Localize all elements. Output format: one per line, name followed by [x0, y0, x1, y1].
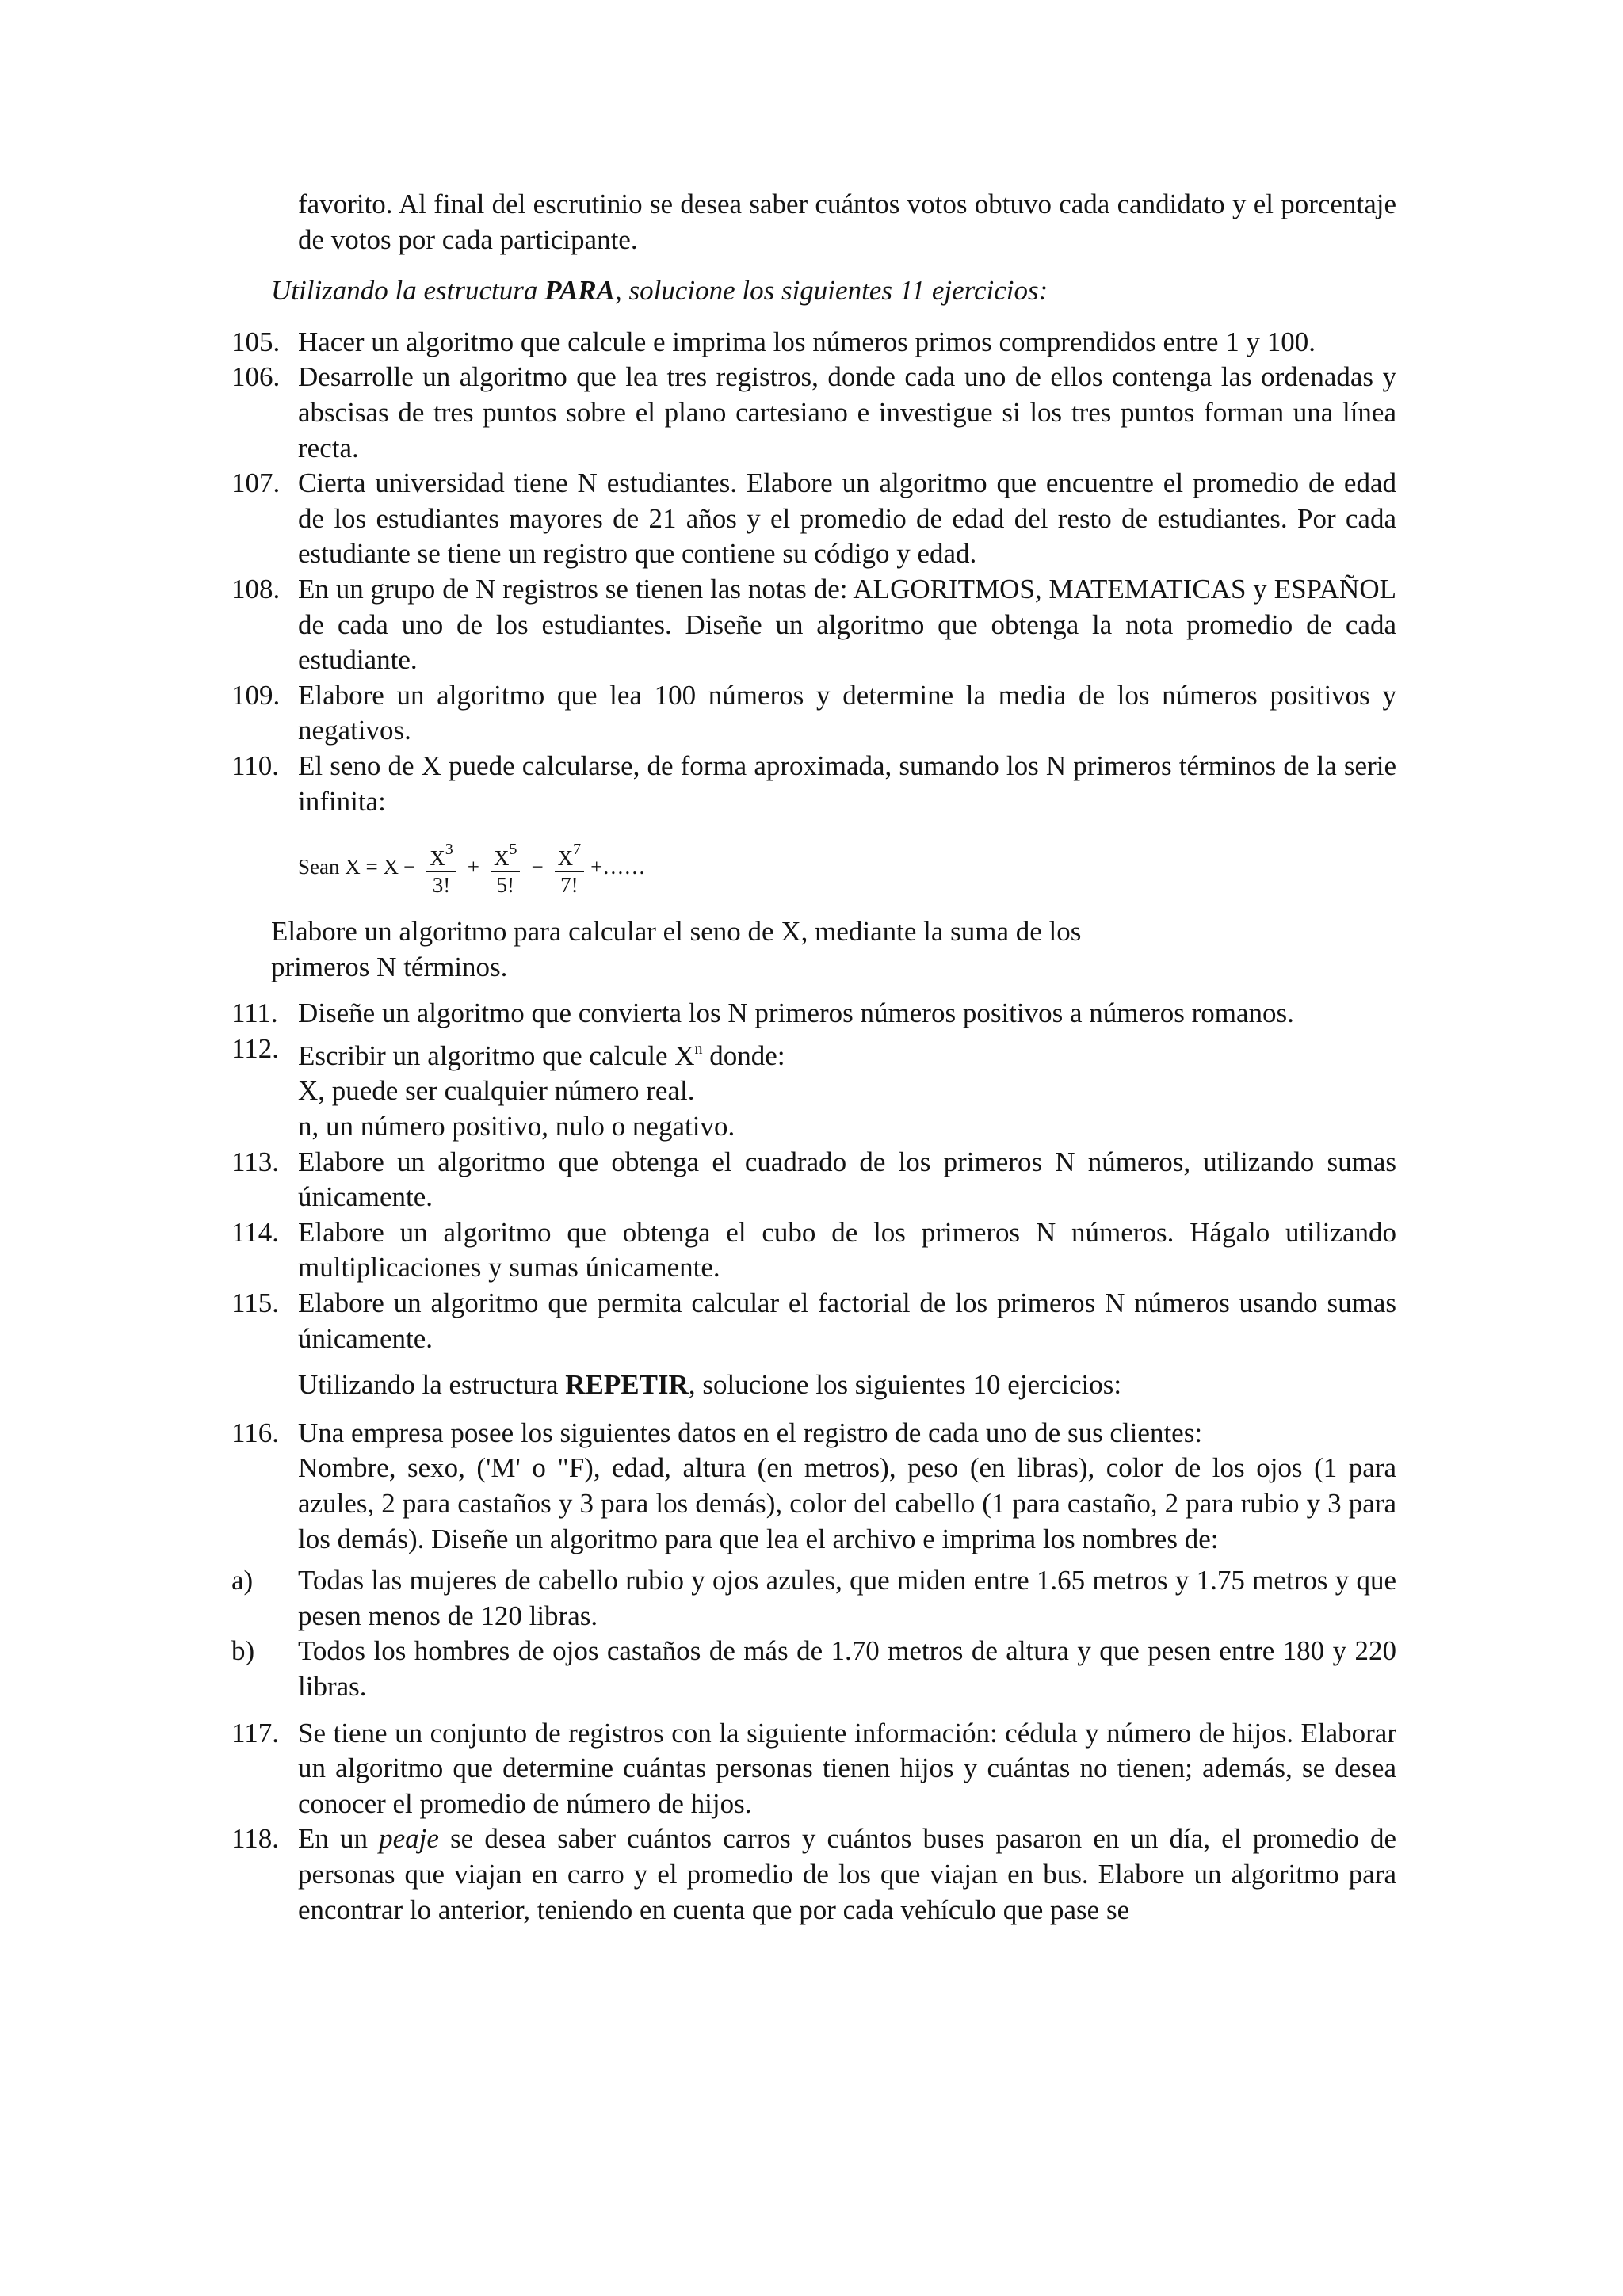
exercise-number: 108.	[231, 573, 281, 605]
exercise-112-line-2: X, puede ser cualquier número real.	[298, 1075, 695, 1107]
sine-series-formula	[231, 830, 1396, 903]
exercise-text: Elabore un algoritmo que lea 100 números y determine la media de los números positivos y negativos.	[298, 679, 1396, 746]
exercise-number: 112.	[231, 1032, 279, 1064]
formula-minus: −	[531, 854, 544, 879]
term-1-exponent: 3	[445, 840, 453, 858]
sine-instruction-line-1: Elabore un algoritmo para calcular el seno de X, mediante la suma de los	[271, 916, 1082, 948]
exercise-text: Cierta universidad tiene N estudiantes. Elabore un algoritmo que encuentre el promedio de edad de los estudiantes mayores de 21 años y el promedio de edad del resto de estudiantes. Por cada estudiante se tiene un registro que contiene su código y edad.	[298, 467, 1396, 570]
exercise-112-line-3: n, un número positivo, nulo o negativo.	[298, 1111, 735, 1142]
exercise-number: 110.	[231, 749, 279, 781]
fraction-term-2	[491, 837, 521, 898]
exponent-n: n	[694, 1039, 703, 1058]
exercise-116	[231, 1416, 1396, 1557]
exercise-108	[231, 572, 1396, 678]
term-2-denominator: 5!	[496, 872, 514, 897]
formula-tail: +……	[590, 854, 646, 879]
repetir-before: Utilizando la estructura	[298, 1369, 566, 1401]
exercise-text: Se tiene un conjunto de registros con la siguiente información: cédula y número de hijos. Elaborar un algoritmo que determine cuántas personas tienen hijos y cuántas no tienen; además, se desea conocer el promedio de número de hijos.	[298, 1717, 1396, 1819]
term-2-exponent: 5	[509, 840, 517, 858]
exercise-111	[231, 996, 1396, 1032]
page-content	[231, 187, 1396, 1928]
exercise-text: En un peaje se desea saber cuántos carros y cuántos buses pasaron en un día, el promedio de personas que viajan en carro y el promedio de los que viajan en bus. Elabore un algoritmo para encontrar lo anterior, teniendo en cuenta que por cada vehículo que pase se	[298, 1823, 1396, 1925]
exercise-117	[231, 1716, 1396, 1822]
exercise-112	[231, 1032, 1396, 1145]
intro-keyword: PARA	[544, 275, 615, 307]
exercise-number: 117.	[231, 1717, 279, 1749]
sub-item-text: Todas las mujeres de cabello rubio y ojos azules, que miden entre 1.65 metros y 1.75 metros y que pesen menos de 120 libras.	[298, 1565, 1396, 1631]
fraction-term-1	[426, 837, 456, 898]
term-2-base: X	[493, 845, 510, 870]
term-3-base: X	[557, 845, 574, 870]
exercise-number: 115.	[231, 1287, 279, 1319]
sub-item-label: a)	[231, 1565, 254, 1596]
italic-term: peaje	[379, 1823, 439, 1855]
exercise-text: En un grupo de N registros se tienen las notas de: ALGORITMOS, MATEMATICAS y ESPAÑOL de cada uno de los estudiantes. Diseñe un algoritmo que obtenga la nota promedio de cada estudiante.	[298, 573, 1396, 676]
sub-item-label: b)	[231, 1635, 255, 1667]
term-3-denominator: 7!	[560, 872, 579, 897]
exercise-116-body: Nombre, sexo, ('M' o "F), edad, altura (en metros), peso (en libras), color de los ojos (1 para azules, 2 para castaños y 3 para los demás), color del cabello (1 para castaño, 2 para rubio y 3 para los demás). Diseñe un algoritmo para que lea el archivo e imprima los nombres de:	[298, 1452, 1396, 1554]
exercise-text: Diseñe un algoritmo que convierta los N primeros números positivos a números romanos.	[298, 997, 1294, 1029]
sub-item-text: Todos los hombres de ojos castaños de más de 1.70 metros de altura y que pesen entre 180 y 220 libras.	[298, 1635, 1396, 1702]
repetir-section-intro	[231, 1367, 1396, 1403]
exercise-text: El seno de X puede calcularse, de forma aproximada, sumando los N primeros términos de la serie infinita:	[298, 749, 1396, 817]
intro-after: , solucione los siguientes 11 ejercicios:	[614, 275, 1048, 307]
sub-item-b	[231, 1634, 1396, 1704]
exercise-text: Desarrolle un algoritmo que lea tres registros, donde cada uno de ellos contenga las ordenadas y abscisas de tres puntos sobre el plano cartesiano e investigue si los tres puntos forman una línea recta.	[298, 361, 1396, 463]
exercise-number: 106.	[231, 361, 281, 393]
exercise-113	[231, 1145, 1396, 1215]
exercise-118	[231, 1821, 1396, 1928]
exercise-109	[231, 678, 1396, 749]
sine-instruction-line-2: primeros N términos.	[271, 951, 508, 982]
exercise-114	[231, 1215, 1396, 1286]
exercise-116-line-1: Una empresa posee los siguientes datos en el registro de cada uno de sus clientes:	[298, 1417, 1203, 1448]
exercise-number: 105.	[231, 326, 281, 357]
exercise-number: 116.	[231, 1417, 279, 1448]
formula-minus: −	[403, 854, 416, 879]
lead-paragraph: favorito. Al final del escrutinio se desea saber cuántos votos obtuvo cada candidato y el porcentaje de votos por cada participante.	[298, 189, 1396, 255]
term-1-denominator: 3!	[432, 872, 451, 897]
exercise-number: 113.	[231, 1146, 279, 1177]
exercise-115	[231, 1286, 1396, 1356]
formula-plus: +	[467, 854, 479, 879]
exercise-text: Hacer un algoritmo que calcule e imprima los números primos comprendidos entre 1 y 100.	[298, 326, 1316, 357]
exercise-number: 114.	[231, 1216, 279, 1248]
sine-instruction	[231, 914, 1396, 985]
exercise-number: 118.	[231, 1823, 279, 1855]
formula-lhs: Sean X = X	[298, 854, 399, 879]
exercise-number: 109.	[231, 679, 281, 711]
exercise-text: Escribir un algoritmo que calcule $X^n$ donde:	[298, 1039, 785, 1071]
exercise-107	[231, 466, 1396, 572]
repetir-after: , solucione los siguientes 10 ejercicios:	[688, 1369, 1122, 1401]
intro-before: Utilizando la estructura	[271, 275, 545, 307]
exercise-text: Elabore un algoritmo que obtenga el cubo de los primeros N números. Hágalo utilizando multiplicaciones y sumas únicamente.	[298, 1216, 1396, 1283]
exercise-110	[231, 749, 1396, 819]
exercise-number: 107.	[231, 467, 281, 499]
term-3-exponent: 7	[573, 840, 582, 858]
exercise-text: Elabore un algoritmo que permita calcular el factorial de los primeros N números usando sumas únicamente.	[298, 1287, 1396, 1354]
repetir-keyword: REPETIR	[565, 1369, 689, 1401]
sub-item-a	[231, 1563, 1396, 1634]
exercise-number: 111.	[231, 997, 278, 1029]
fraction-term-3	[555, 837, 585, 898]
para-section-intro	[231, 273, 1396, 309]
exercise-106	[231, 360, 1396, 466]
exercise-105	[231, 325, 1396, 360]
exercise-text: Elabore un algoritmo que obtenga el cuadrado de los primeros N números, utilizando sumas únicamente.	[298, 1146, 1396, 1213]
term-1-base: X	[430, 845, 445, 870]
